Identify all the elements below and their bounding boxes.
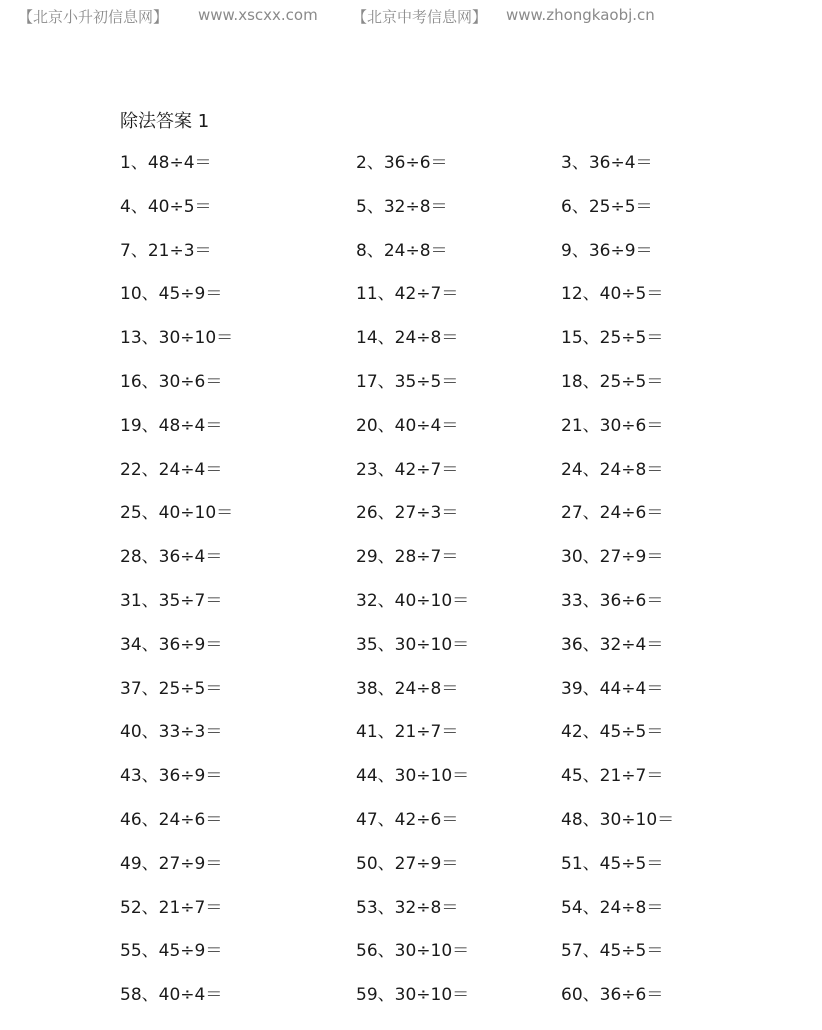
problem-item: 5、32÷8＝ <box>356 196 448 217</box>
problem-row <box>120 762 760 806</box>
problem-item: 47、42÷6＝ <box>356 809 459 830</box>
problem-item: 26、27÷3＝ <box>356 503 459 524</box>
problem-item: 4、40÷5＝ <box>120 196 212 217</box>
problem-row <box>120 193 760 237</box>
problem-item: 42、45÷5＝ <box>561 722 664 743</box>
problem-item: 44、30÷10＝ <box>356 766 470 787</box>
problem-item: 23、42÷7＝ <box>356 459 459 480</box>
problem-row <box>120 280 760 324</box>
problem-item: 19、48÷4＝ <box>120 415 223 436</box>
problem-item: 3、36÷4＝ <box>561 153 653 173</box>
problem-item: 54、24÷8＝ <box>561 897 664 918</box>
problem-item: 51、45÷5＝ <box>561 853 664 874</box>
problem-item: 20、40÷4＝ <box>356 415 459 436</box>
problem-item: 24、24÷8＝ <box>561 459 664 480</box>
problem-row <box>120 412 760 456</box>
problem-item: 52、21÷7＝ <box>120 897 223 918</box>
problem-item: 2、36÷6＝ <box>356 153 448 173</box>
problem-item: 56、30÷10＝ <box>356 941 470 962</box>
problem-item: 7、21÷3＝ <box>120 240 212 261</box>
problem-item: 48、30÷10＝ <box>561 809 675 830</box>
problem-item: 46、24÷6＝ <box>120 809 223 830</box>
problem-item: 27、24÷6＝ <box>561 503 664 524</box>
problem-item: 21、30÷6＝ <box>561 415 664 436</box>
problem-item: 9、36÷9＝ <box>561 240 653 261</box>
site2-name: 【北京中考信息网】 <box>352 8 488 26</box>
problem-row <box>120 894 760 938</box>
problem-item: 36、32÷4＝ <box>561 634 664 655</box>
problem-item: 22、24÷4＝ <box>120 459 223 480</box>
problem-item: 13、30÷10＝ <box>120 328 234 349</box>
problem-item: 41、21÷7＝ <box>356 722 459 743</box>
site1-url[interactable]: www.xscxx.com <box>198 6 318 24</box>
problem-item: 58、40÷4＝ <box>120 985 223 1006</box>
problem-item: 10、45÷9＝ <box>120 284 223 305</box>
problem-row <box>120 237 760 281</box>
problem-row <box>120 806 760 850</box>
problem-item: 39、44÷4＝ <box>561 678 664 699</box>
problem-row <box>120 543 760 587</box>
problem-item: 50、27÷9＝ <box>356 853 459 874</box>
problem-item: 57、45÷5＝ <box>561 941 664 962</box>
problem-item: 12、40÷5＝ <box>561 284 664 305</box>
problem-item: 49、27÷9＝ <box>120 853 223 874</box>
problem-item: 53、32÷8＝ <box>356 897 459 918</box>
problem-item: 34、36÷9＝ <box>120 634 223 655</box>
site2-url[interactable]: www.zhongkaobj.cn <box>506 6 655 24</box>
problem-item: 59、30÷10＝ <box>356 985 470 1006</box>
problem-item: 43、36÷9＝ <box>120 766 223 787</box>
problem-row <box>120 981 760 1025</box>
problem-item: 8、24÷8＝ <box>356 240 448 261</box>
site1-name: 【北京小升初信息网】 <box>18 8 169 26</box>
problem-item: 11、42÷7＝ <box>356 284 459 305</box>
page-header <box>18 6 822 30</box>
problem-item: 31、35÷7＝ <box>120 590 223 611</box>
problem-item: 30、27÷9＝ <box>561 547 664 568</box>
problem-item: 33、36÷6＝ <box>561 590 664 611</box>
problem-row <box>120 324 760 368</box>
problem-item: 55、45÷9＝ <box>120 941 223 962</box>
problem-grid <box>120 149 760 1025</box>
problem-item: 25、40÷10＝ <box>120 503 234 524</box>
problem-item: 28、36÷4＝ <box>120 547 223 568</box>
problem-item: 29、28÷7＝ <box>356 547 459 568</box>
problem-item: 16、30÷6＝ <box>120 371 223 392</box>
problem-item: 60、36÷6＝ <box>561 985 664 1006</box>
problem-item: 45、21÷7＝ <box>561 766 664 787</box>
problem-row <box>120 718 760 762</box>
problem-item: 32、40÷10＝ <box>356 590 470 611</box>
problem-row <box>120 149 760 193</box>
problem-row <box>120 499 760 543</box>
problem-row <box>120 368 760 412</box>
problem-item: 38、24÷8＝ <box>356 678 459 699</box>
problem-item: 17、35÷5＝ <box>356 371 459 392</box>
problem-item: 40、33÷3＝ <box>120 722 223 743</box>
problem-row <box>120 850 760 894</box>
problem-item: 15、25÷5＝ <box>561 328 664 349</box>
problem-item: 6、25÷5＝ <box>561 196 653 217</box>
problem-row <box>120 675 760 719</box>
problem-item: 35、30÷10＝ <box>356 634 470 655</box>
problem-row <box>120 937 760 981</box>
problem-item: 37、25÷5＝ <box>120 678 223 699</box>
problem-item: 18、25÷5＝ <box>561 371 664 392</box>
problem-item: 14、24÷8＝ <box>356 328 459 349</box>
problem-item: 1、48÷4＝ <box>120 153 212 173</box>
problem-row <box>120 587 760 631</box>
problem-row <box>120 631 760 675</box>
problem-row <box>120 456 760 500</box>
page-title: 除法答案 1 <box>120 111 210 132</box>
